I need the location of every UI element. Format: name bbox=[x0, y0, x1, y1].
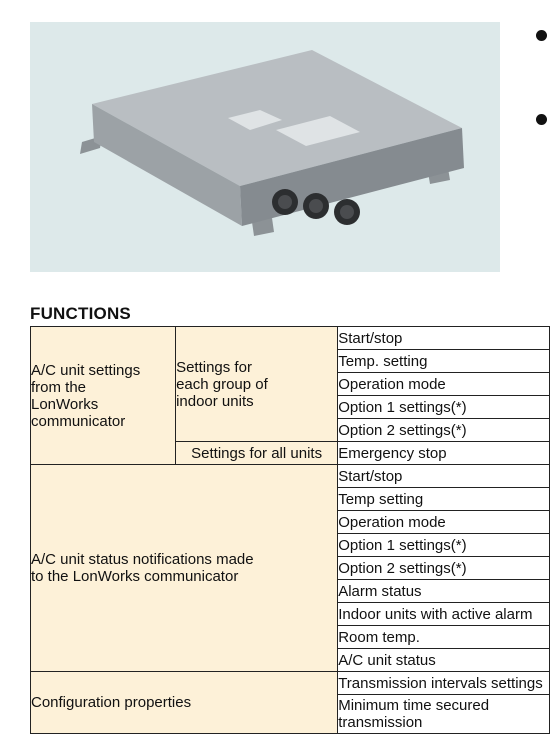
function-item: Emergency stop bbox=[338, 442, 550, 465]
function-item: Room temp. bbox=[338, 626, 550, 649]
function-item: Operation mode bbox=[338, 373, 550, 396]
function-item: Option 2 settings(*) bbox=[338, 419, 550, 442]
function-item: Minimum time secured transmission bbox=[338, 695, 550, 734]
subcategory-cell: Settings for each group of indoor units bbox=[176, 327, 338, 442]
table-row bbox=[31, 465, 550, 488]
category-cell: A/C unit settings from the LonWorks communicator bbox=[31, 327, 176, 465]
table-row bbox=[31, 672, 550, 695]
section-heading: FUNCTIONS bbox=[30, 304, 131, 323]
function-item: Option 1 settings(*) bbox=[338, 534, 550, 557]
function-item: Transmission intervals settings bbox=[338, 672, 550, 695]
function-item: Temp setting bbox=[338, 488, 550, 511]
function-item: Start/stop bbox=[338, 465, 550, 488]
controller-box-photo bbox=[30, 22, 500, 272]
bullet-icon bbox=[536, 30, 547, 41]
function-item: Option 1 settings(*) bbox=[338, 396, 550, 419]
function-item: Temp. setting bbox=[338, 350, 550, 373]
function-item: Start/stop bbox=[338, 327, 550, 350]
function-item: Alarm status bbox=[338, 580, 550, 603]
category-cell: Configuration properties bbox=[31, 672, 338, 734]
bullet-icon bbox=[536, 114, 547, 125]
function-item: A/C unit status bbox=[338, 649, 550, 672]
function-item: Operation mode bbox=[338, 511, 550, 534]
function-item: Option 2 settings(*) bbox=[338, 557, 550, 580]
table-row bbox=[31, 327, 550, 350]
product-photo bbox=[30, 22, 500, 272]
category-cell: A/C unit status notifications made to the LonWorks communicator bbox=[31, 465, 338, 672]
subcategory-cell: Settings for all units bbox=[176, 442, 338, 465]
functions-table bbox=[30, 326, 550, 734]
function-item: Indoor units with active alarm bbox=[338, 603, 550, 626]
